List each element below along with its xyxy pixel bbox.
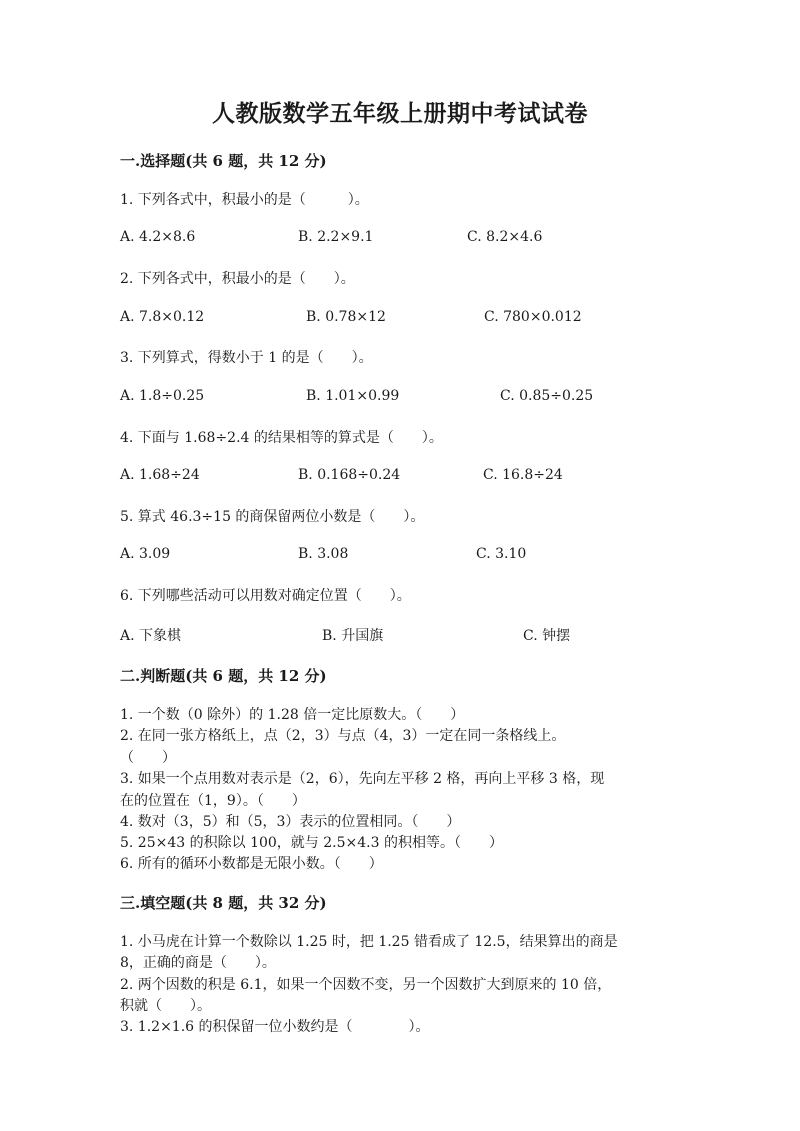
section-heading-judgement: 二.判断题(共 6 题，共 12 分) — [120, 667, 327, 685]
option-c: C. 8.2×4.6 — [467, 229, 543, 245]
judgement-line: 2. 在同一张方格纸上，点（2，3）与点（4，3）一定在同一条格线上。 — [120, 728, 566, 744]
question-stem: 4. 下面与 1.68÷2.4 的结果相等的算式是（ ）。 — [120, 430, 443, 446]
judgement-line: 4. 数对（3，5）和（5，3）表示的位置相同。（ ） — [120, 814, 461, 830]
section-heading-choice: 一.选择题(共 6 题，共 12 分) — [120, 152, 327, 170]
section-heading-fill-in: 三.填空题(共 8 题，共 32 分) — [120, 894, 327, 912]
fill-in-line: 1. 小马虎在计算一个数除以 1.25 时，把 1.25 错看成了 12.5，结果算出的商是 — [120, 934, 618, 950]
judgement-line: 5. 25×43 的积除以 100，就与 2.5×4.3 的积相等。（ ） — [120, 835, 503, 851]
option-b: B. 3.08 — [298, 546, 349, 562]
option-c: C. 780×0.012 — [484, 309, 582, 325]
judgement-line: 1. 一个数（0 除外）的 1.28 倍一定比原数大。（ ） — [120, 707, 465, 723]
option-a: A. 7.8×0.12 — [120, 309, 205, 325]
judgement-line: 在的位置在（1，9）。（ ） — [120, 793, 306, 809]
option-b: B. 升国旗 — [322, 628, 384, 644]
question-stem: 5. 算式 46.3÷15 的商保留两位小数是（ ）。 — [120, 509, 425, 525]
option-a: A. 3.09 — [120, 546, 171, 562]
judgement-line: 6. 所有的循环小数都是无限小数。（ ） — [120, 856, 383, 872]
option-c: C. 0.85÷0.25 — [500, 388, 594, 404]
option-b: B. 2.2×9.1 — [298, 229, 374, 245]
option-b: B. 0.78×12 — [306, 309, 386, 325]
option-b: B. 0.168÷0.24 — [298, 467, 401, 483]
option-b: B. 1.01×0.99 — [306, 388, 400, 404]
question-stem: 1. 下列各式中，积最小的是（ ）。 — [120, 192, 369, 208]
judgement-line: 3. 如果一个点用数对表示是（2，6），先向左平移 2 格，再向上平移 3 格，现 — [120, 771, 605, 787]
option-a: A. 4.2×8.6 — [120, 229, 196, 245]
question-stem: 2. 下列各式中，积最小的是（ ）。 — [120, 271, 355, 287]
exam-title: 人教版数学五年级上册期中考试试卷 — [212, 100, 588, 127]
fill-in-line: 积就（ ）。 — [120, 998, 211, 1014]
fill-in-line: 8，正确的商是（ ）。 — [120, 955, 276, 971]
fill-in-line: 2. 两个因数的积是 6.1，如果一个因数不变，另一个因数扩大到原来的 10 倍， — [120, 977, 612, 993]
option-c: C. 3.10 — [476, 546, 527, 562]
question-stem: 6. 下列哪些活动可以用数对确定位置（ ）。 — [120, 588, 411, 604]
option-a: A. 1.68÷24 — [120, 467, 200, 483]
option-c: C. 16.8÷24 — [483, 467, 563, 483]
option-c: C. 钟摆 — [523, 628, 571, 644]
question-stem: 3. 下列算式，得数小于 1 的是（ ）。 — [120, 350, 373, 366]
option-a: A. 下象棋 — [120, 628, 182, 644]
option-a: A. 1.8÷0.25 — [120, 388, 205, 404]
judgement-line: （ ） — [120, 750, 176, 766]
fill-in-line: 3. 1.2×1.6 的积保留一位小数约是（ ）。 — [120, 1019, 430, 1035]
